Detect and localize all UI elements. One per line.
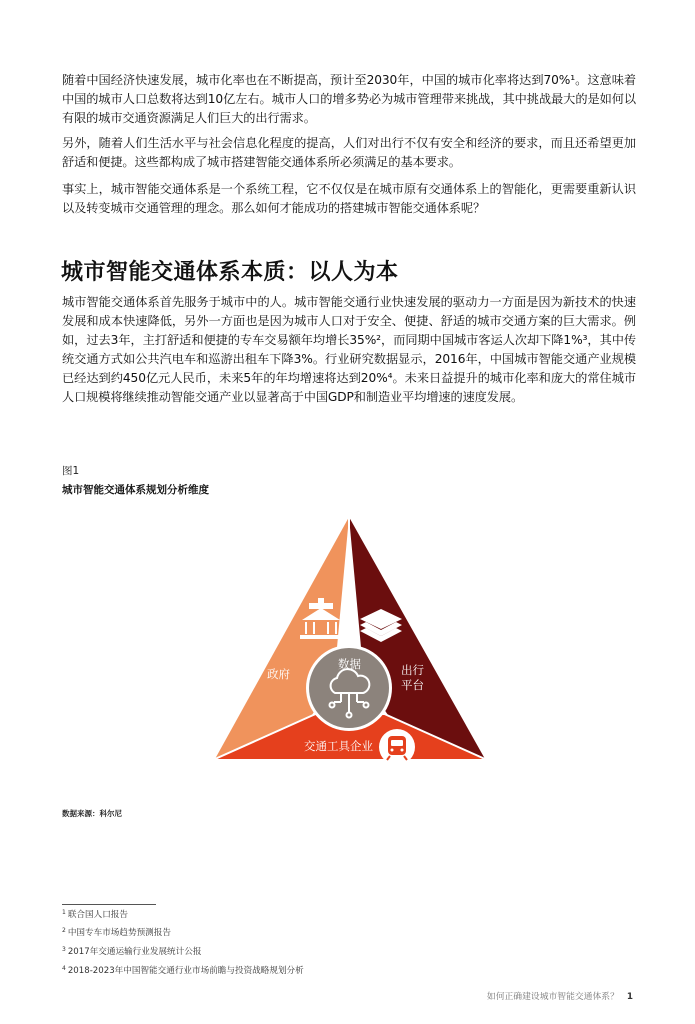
footnote-4: $^4$ 2018-2023年中国智能交通行业市场前瞻与投资战略规划分析 <box>62 965 304 976</box>
footnote-2: $^2$ 中国专车市场趋势预测报告 <box>62 927 171 938</box>
travel-platform-label-line1: 出行 <box>401 663 424 677</box>
page-footer <box>487 989 633 1002</box>
footnote-3: $^3$ 2017年交通运输行业发展统计公报 <box>62 946 202 957</box>
footer-title: 如何正确建设城市智能交通体系？ <box>486 992 619 1002</box>
travel-platform-label-line2: 平台 <box>401 678 424 692</box>
government-label: 政府 <box>267 667 290 681</box>
footnote-divider <box>62 904 156 905</box>
train-icon <box>379 729 415 765</box>
intro-paragraph-1: 随着中国经济快速发展，城市化率也在不断提高，预计至2030年，中国的城市化率将达到70%¹。这意味着中国的城市人口总数将达到10亿左右。城市人口的增多势必为城市管理带来挑战，其中挑战最大的是如何以有限的城市交通资源满足人们巨大的出行需求。 <box>62 73 636 125</box>
intro-paragraph-2: 另外，随着人们生活水平与社会信息化程度的提高，人们对出行不仅有安全和经济的要求，而且还希望更加舒适和便捷。这些都构成了城市搭建智能交通体系所必须满足的基本要求。 <box>62 136 636 169</box>
vehicle-companies-label: 交通工具企业 <box>304 739 373 753</box>
page-number: 1 <box>626 992 633 1002</box>
figure-source: 数据来源：科尔尼 <box>62 809 122 818</box>
figure-title: 城市智能交通体系规划分析维度 <box>62 484 209 496</box>
footnote-1: $^1$ 联合国人口报告 <box>62 909 128 920</box>
intro-paragraph-3: 事实上，城市智能交通体系是一个系统工程，它不仅仅是在城市原有交通体系上的智能化，更需要重新认识以及转变城市交通管理的理念。那么如何才能成功的搭建城市智能交通体系呢？ <box>62 182 636 215</box>
section-title: 城市智能交通体系本质：以人为本 <box>61 260 399 285</box>
section-body-paragraph: 城市智能交通体系首先服务于城市中的人。城市智能交通行业快速发展的驱动力一方面是因为新技术的快速发展和成本快速降低，另外一方面也是因为城市人口对于安全、便捷、舒适的城市交通方案的巨大需求。例如，过去3年，主打舒适和便捷的专车交易额年均增长35%²，而同期中国城市客运人次却下降1%³，其中传统交通方式如公共汽电车和巡游出租车下降3%。行业研究数据显示，2016年，中国城市智能交通产业规模已经达到约450亿元人民币，未来5年的年均增速将达到20%⁴。未来日益提升的城市化率和庞大的常住城市人口规模将继续推动智能交通产业以显著高于中国GDP和制造业平均增速的速度发展。 <box>62 295 636 404</box>
data-label: 数据 <box>338 657 361 671</box>
figure-label: 图1 <box>62 465 80 477</box>
